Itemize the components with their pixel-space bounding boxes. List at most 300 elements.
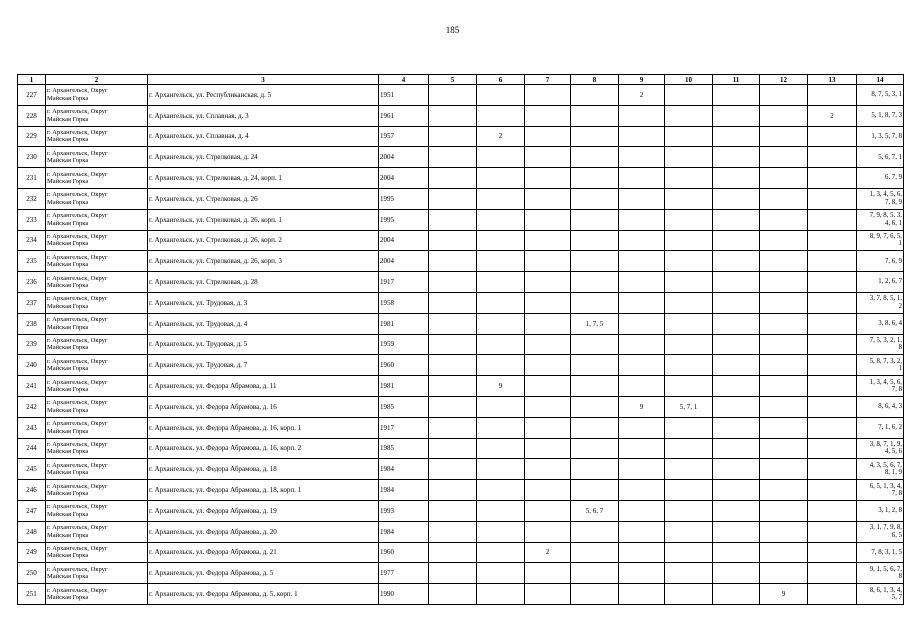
column-7-cell (525, 521, 571, 542)
column-9-cell (619, 417, 665, 438)
column-header: 7 (525, 75, 571, 85)
column-14-cell-line: 7, 1, 6, 2 (878, 423, 902, 431)
column-6-cell (477, 188, 525, 209)
row-number-cell: 247 (18, 500, 46, 521)
column-6-cell (477, 251, 525, 272)
column-12-cell (760, 85, 808, 106)
district-cell (46, 126, 148, 147)
district-cell-line: Майская Горка (47, 448, 89, 456)
address-cell: г. Архангельск, ул. Федора Абрамова, д. 18, корп. 1 (148, 480, 379, 501)
column-12-cell (760, 230, 808, 251)
column-10-cell (665, 459, 713, 480)
district-cell-line: Майская Горка (47, 365, 89, 373)
district-cell-line: г. Архангельск, Округ (47, 212, 108, 220)
year-cell: 1995 (379, 188, 429, 209)
column-14-cell (857, 313, 904, 334)
column-14-cell (857, 251, 904, 272)
district-cell-line: г. Архангельск, Округ (47, 253, 108, 261)
column-8-cell (571, 417, 619, 438)
column-14-cell-line: 3, 8, 7, 1, 9, (869, 440, 902, 448)
table-row (18, 147, 904, 168)
district-cell-line: г. Архангельск, Округ (47, 440, 108, 448)
year-cell: 1961 (379, 105, 429, 126)
district-cell (46, 584, 148, 605)
table-row (18, 438, 904, 459)
year-cell: 2004 (379, 168, 429, 189)
district-cell-line: г. Архангельск, Округ (47, 274, 108, 282)
column-11-cell (713, 584, 760, 605)
district-cell (46, 209, 148, 230)
year-cell: 1957 (379, 126, 429, 147)
district-cell (46, 500, 148, 521)
district-cell-line: Майская Горка (47, 573, 89, 581)
year-cell: 1981 (379, 313, 429, 334)
column-13-cell (808, 230, 857, 251)
column-11-cell (713, 251, 760, 272)
column-10-cell (665, 438, 713, 459)
column-12-cell (760, 480, 808, 501)
column-11-cell (713, 438, 760, 459)
table-row (18, 272, 904, 293)
column-12-cell (760, 251, 808, 272)
column-14-cell-line: 1, 3, 4, 5, 6, (869, 378, 902, 386)
district-cell-line: Майская Горка (47, 344, 89, 352)
column-5-cell (429, 209, 477, 230)
column-12-cell (760, 188, 808, 209)
district-cell-line: Майская Горка (47, 490, 89, 498)
column-12-cell (760, 396, 808, 417)
column-13-cell (808, 376, 857, 397)
district-cell (46, 272, 148, 293)
column-5-cell (429, 480, 477, 501)
column-10-cell (665, 168, 713, 189)
column-14-cell (857, 230, 904, 251)
column-8-cell (571, 355, 619, 376)
year-cell: 1981 (379, 376, 429, 397)
column-9-cell (619, 313, 665, 334)
column-7-cell (525, 480, 571, 501)
district-cell (46, 105, 148, 126)
column-6-cell (477, 272, 525, 293)
column-9-cell (619, 105, 665, 126)
district-cell (46, 376, 148, 397)
row-number-cell: 244 (18, 438, 46, 459)
column-7-cell (525, 147, 571, 168)
table-row (18, 521, 904, 542)
row-number-cell: 234 (18, 230, 46, 251)
table-row (18, 480, 904, 501)
column-12-cell (760, 147, 808, 168)
column-10-cell (665, 292, 713, 313)
column-10-cell (665, 126, 713, 147)
address-cell: г. Архангельск, ул. Стрелковая, д. 26 (148, 188, 379, 209)
row-number-cell: 243 (18, 417, 46, 438)
column-14-cell-line: 8 (898, 573, 902, 581)
address-cell: г. Архангельск, ул. Стрелковая, д. 28 (148, 272, 379, 293)
column-9-cell (619, 500, 665, 521)
district-cell-line: Майская Горка (47, 219, 89, 227)
column-5-cell (429, 147, 477, 168)
row-number-cell: 231 (18, 168, 46, 189)
column-13-cell (808, 500, 857, 521)
page-number: 185 (445, 25, 460, 35)
column-5-cell (429, 584, 477, 605)
column-9-cell (619, 147, 665, 168)
column-10-cell (665, 251, 713, 272)
column-5-cell (429, 542, 477, 563)
year-cell: 2004 (379, 147, 429, 168)
column-8-cell (571, 168, 619, 189)
column-13-cell (808, 313, 857, 334)
column-8-cell (571, 126, 619, 147)
address-cell: г. Архангельск, ул. Сплавная, д. 4 (148, 126, 379, 147)
table-body (18, 85, 904, 605)
column-14-cell-line: 7, 6, 9 (885, 257, 902, 265)
column-14-cell (857, 542, 904, 563)
column-14-cell (857, 168, 904, 189)
column-11-cell (713, 396, 760, 417)
address-cell: г. Архангельск, ул. Стрелковая, д. 26, корп. 1 (148, 209, 379, 230)
column-14-cell (857, 417, 904, 438)
column-10-cell (665, 272, 713, 293)
column-13-cell: 2 (808, 105, 857, 126)
column-8-cell (571, 584, 619, 605)
column-13-cell (808, 584, 857, 605)
column-14-cell-line: 1 (898, 365, 902, 373)
row-number-cell: 228 (18, 105, 46, 126)
column-9-cell (619, 376, 665, 397)
row-number-cell: 237 (18, 292, 46, 313)
column-14-cell-line: 1, 3, 4, 5, 6, (869, 191, 902, 199)
column-5-cell (429, 292, 477, 313)
column-11-cell (713, 334, 760, 355)
row-number-cell: 246 (18, 480, 46, 501)
column-7-cell (525, 355, 571, 376)
table-row (18, 334, 904, 355)
column-13-cell (808, 563, 857, 584)
row-number-cell: 241 (18, 376, 46, 397)
column-13-cell (808, 126, 857, 147)
column-9-cell (619, 521, 665, 542)
column-14-cell-line: 6, 5 (891, 531, 902, 539)
column-6-cell (477, 313, 525, 334)
column-12-cell (760, 563, 808, 584)
column-7-cell (525, 209, 571, 230)
district-cell-line: г. Архангельск, Округ (47, 357, 108, 365)
column-12-cell (760, 168, 808, 189)
year-cell: 1995 (379, 209, 429, 230)
column-5-cell (429, 563, 477, 584)
table-row (18, 542, 904, 563)
year-cell: 1917 (379, 272, 429, 293)
district-cell-line: г. Архангельск, Округ (47, 316, 108, 324)
year-cell: 1977 (379, 563, 429, 584)
column-13-cell (808, 396, 857, 417)
column-7-cell (525, 438, 571, 459)
column-9-cell (619, 251, 665, 272)
column-9-cell (619, 188, 665, 209)
year-cell: 1959 (379, 334, 429, 355)
column-10-cell (665, 147, 713, 168)
column-6-cell (477, 480, 525, 501)
column-14-cell-line: 7, 8 (891, 386, 902, 394)
column-14-cell-line: 8, 1, 9 (885, 469, 902, 477)
address-cell: г. Архангельск, ул. Трудовая, д. 3 (148, 292, 379, 313)
row-number-cell: 249 (18, 542, 46, 563)
column-11-cell (713, 272, 760, 293)
column-8-cell (571, 188, 619, 209)
district-cell-line: г. Архангельск, Округ (47, 524, 108, 532)
column-header: 6 (477, 75, 525, 85)
column-14-cell-line: 4, 3, 5, 6, 7, (869, 461, 902, 469)
column-12-cell (760, 334, 808, 355)
column-8-cell (571, 230, 619, 251)
table-row (18, 376, 904, 397)
column-11-cell (713, 147, 760, 168)
column-8-cell (571, 251, 619, 272)
column-5-cell (429, 417, 477, 438)
column-13-cell (808, 251, 857, 272)
column-14-cell-line: 7, 5, 3, 2, 1, (869, 336, 902, 344)
column-8-cell (571, 147, 619, 168)
district-cell-line: Майская Горка (47, 157, 89, 165)
row-number-cell: 239 (18, 334, 46, 355)
table-row (18, 105, 904, 126)
column-9-cell (619, 272, 665, 293)
column-10-cell (665, 376, 713, 397)
district-cell-line: Майская Горка (47, 136, 89, 144)
row-number-cell: 238 (18, 313, 46, 334)
district-cell (46, 480, 148, 501)
column-13-cell (808, 521, 857, 542)
column-6-cell (477, 438, 525, 459)
row-number-cell: 232 (18, 188, 46, 209)
column-12-cell (760, 105, 808, 126)
column-5-cell (429, 126, 477, 147)
column-13-cell (808, 417, 857, 438)
column-6-cell (477, 396, 525, 417)
district-cell-line: Майская Горка (47, 261, 89, 269)
column-7-cell (525, 417, 571, 438)
address-cell: г. Архангельск, ул. Трудовая, д. 5 (148, 334, 379, 355)
district-cell-line: Майская Горка (47, 115, 89, 123)
column-14-cell (857, 521, 904, 542)
column-8-cell (571, 542, 619, 563)
table-row (18, 459, 904, 480)
district-cell-line: г. Архангельск, Округ (47, 108, 108, 116)
column-12-cell (760, 521, 808, 542)
column-5-cell (429, 188, 477, 209)
district-cell (46, 168, 148, 189)
district-cell-line: Майская Горка (47, 240, 89, 248)
row-number-cell: 242 (18, 396, 46, 417)
column-6-cell (477, 500, 525, 521)
column-13-cell (808, 209, 857, 230)
district-cell-line: г. Архангельск, Округ (47, 295, 108, 303)
table-row (18, 313, 904, 334)
column-11-cell (713, 376, 760, 397)
address-cell: г. Архангельск, ул. Федора Абрамова, д. 20 (148, 521, 379, 542)
column-5-cell (429, 376, 477, 397)
column-14-cell (857, 292, 904, 313)
column-9-cell (619, 563, 665, 584)
column-header: 1 (18, 75, 46, 85)
column-14-cell (857, 500, 904, 521)
column-11-cell (713, 105, 760, 126)
column-12-cell (760, 272, 808, 293)
address-cell: г. Архангельск, ул. Федора Абрамова, д. 16, корп. 1 (148, 417, 379, 438)
row-number-cell: 235 (18, 251, 46, 272)
column-11-cell (713, 480, 760, 501)
row-number-cell: 230 (18, 147, 46, 168)
column-14-cell-line: 6, 7, 9 (885, 174, 902, 182)
column-14-cell-line: 8, 7, 5, 3, 1 (871, 91, 902, 99)
district-cell-line: г. Архангельск, Округ (47, 461, 108, 469)
column-6-cell (477, 584, 525, 605)
column-5-cell (429, 105, 477, 126)
column-header: 10 (665, 75, 713, 85)
column-9-cell (619, 126, 665, 147)
column-7-cell (525, 584, 571, 605)
column-11-cell (713, 355, 760, 376)
column-11-cell (713, 417, 760, 438)
column-10-cell: 5, 7, 1 (665, 396, 713, 417)
column-header: 3 (148, 75, 379, 85)
district-cell-line: Майская Горка (47, 594, 89, 602)
row-number-cell: 245 (18, 459, 46, 480)
column-11-cell (713, 313, 760, 334)
column-5-cell (429, 168, 477, 189)
address-cell: г. Архангельск, ул. Республиканская, д. 5 (148, 85, 379, 106)
row-number-cell: 236 (18, 272, 46, 293)
column-12-cell (760, 126, 808, 147)
column-8-cell (571, 438, 619, 459)
column-6-cell (477, 542, 525, 563)
column-14-cell-line: 3, 7, 8, 5, 1, (869, 295, 902, 303)
district-cell-line: г. Архангельск, Округ (47, 565, 108, 573)
year-cell: 1984 (379, 480, 429, 501)
column-9-cell (619, 334, 665, 355)
year-cell: 1958 (379, 292, 429, 313)
column-13-cell (808, 292, 857, 313)
year-cell: 1990 (379, 584, 429, 605)
column-7-cell: 2 (525, 542, 571, 563)
address-cell: г. Архангельск, ул. Федора Абрамова, д. 18 (148, 459, 379, 480)
district-cell-line: г. Архангельск, Округ (47, 191, 108, 199)
column-7-cell (525, 188, 571, 209)
column-7-cell (525, 376, 571, 397)
district-cell-line: г. Архангельск, Округ (47, 586, 108, 594)
column-11-cell (713, 459, 760, 480)
district-cell-line: Майская Горка (47, 427, 89, 435)
address-cell: г. Архангельск, ул. Трудовая, д. 7 (148, 355, 379, 376)
column-10-cell (665, 542, 713, 563)
column-10-cell (665, 355, 713, 376)
column-14-cell-line: 7, 9, 8, 5, 3, (869, 212, 902, 220)
column-6-cell (477, 209, 525, 230)
column-5-cell (429, 272, 477, 293)
column-8-cell (571, 105, 619, 126)
column-13-cell (808, 459, 857, 480)
column-7-cell (525, 500, 571, 521)
column-8-cell (571, 334, 619, 355)
district-cell (46, 230, 148, 251)
column-6-cell: 9 (477, 376, 525, 397)
district-cell-line: Майская Горка (47, 282, 89, 290)
column-8-cell (571, 209, 619, 230)
column-11-cell (713, 188, 760, 209)
column-header: 12 (760, 75, 808, 85)
district-cell (46, 188, 148, 209)
column-7-cell (525, 563, 571, 584)
column-10-cell (665, 105, 713, 126)
column-7-cell (525, 230, 571, 251)
column-14-cell (857, 85, 904, 106)
district-cell (46, 355, 148, 376)
column-12-cell (760, 209, 808, 230)
column-7-cell (525, 396, 571, 417)
column-9-cell (619, 292, 665, 313)
table-header-row (18, 75, 904, 85)
column-5-cell (429, 313, 477, 334)
table-row (18, 126, 904, 147)
column-14-cell-line: 7, 8, 9 (885, 198, 902, 206)
address-cell: г. Архангельск, ул. Федора Абрамова, д. 5 (148, 563, 379, 584)
column-11-cell (713, 292, 760, 313)
column-11-cell (713, 85, 760, 106)
year-cell: 1984 (379, 521, 429, 542)
column-9-cell (619, 438, 665, 459)
column-12-cell (760, 459, 808, 480)
column-10-cell (665, 334, 713, 355)
column-6-cell (477, 417, 525, 438)
district-cell (46, 85, 148, 106)
district-cell-line: г. Архангельск, Округ (47, 482, 108, 490)
column-9-cell (619, 480, 665, 501)
column-5-cell (429, 500, 477, 521)
column-13-cell (808, 438, 857, 459)
table-row (18, 500, 904, 521)
address-cell: г. Архангельск, ул. Трудовая, д. 4 (148, 313, 379, 334)
district-cell (46, 313, 148, 334)
column-8-cell (571, 563, 619, 584)
column-14-cell (857, 459, 904, 480)
column-12-cell: 9 (760, 584, 808, 605)
year-cell: 1985 (379, 396, 429, 417)
column-13-cell (808, 85, 857, 106)
column-6-cell (477, 147, 525, 168)
column-12-cell (760, 313, 808, 334)
column-10-cell (665, 209, 713, 230)
column-12-cell (760, 292, 808, 313)
column-14-cell-line: 7, 8, 3, 1, 5 (871, 548, 902, 556)
column-14-cell (857, 147, 904, 168)
column-13-cell (808, 168, 857, 189)
column-10-cell (665, 85, 713, 106)
column-14-cell-line: 4, 5, 6 (885, 448, 902, 456)
column-9-cell: 9 (619, 396, 665, 417)
column-5-cell (429, 230, 477, 251)
column-6-cell (477, 230, 525, 251)
row-number-cell: 229 (18, 126, 46, 147)
district-cell (46, 334, 148, 355)
column-14-cell-line: 4, 6, 1 (885, 219, 902, 227)
column-9-cell (619, 168, 665, 189)
column-14-cell (857, 480, 904, 501)
column-14-cell-line: 3, 1, 2, 8 (878, 507, 902, 515)
row-number-cell: 227 (18, 85, 46, 106)
column-header: 9 (619, 75, 665, 85)
